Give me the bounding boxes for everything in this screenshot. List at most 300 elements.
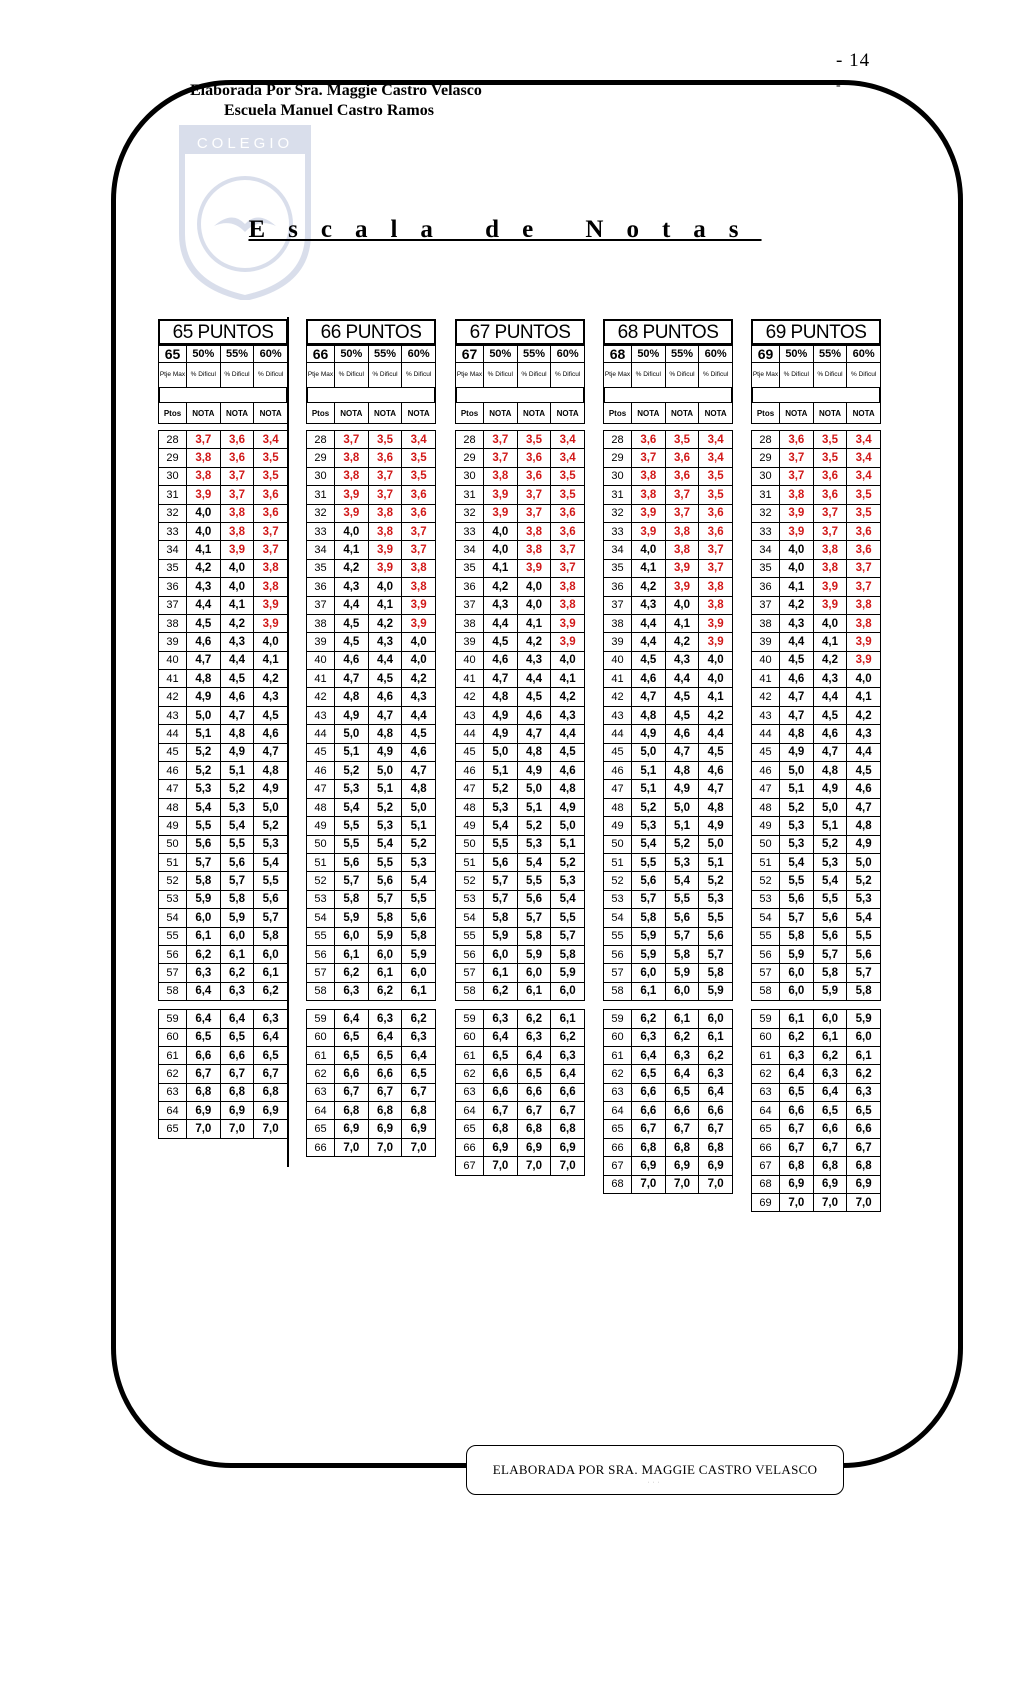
table-row [159, 743, 288, 761]
grade-cell: 4,7 [780, 688, 814, 706]
grade-cell: 6,5 [517, 1065, 551, 1083]
grade-cell: 3,9 [847, 633, 881, 651]
grade-cell: 4,7 [484, 670, 518, 688]
table-row [456, 817, 585, 835]
grade-cell: 6,9 [551, 1138, 585, 1156]
table-row [752, 725, 881, 743]
grade-cell: 3,9 [632, 522, 666, 540]
grade-cell: 4,6 [368, 688, 402, 706]
grade-column-header: NOTA [402, 403, 436, 424]
points-cell: 38 [307, 614, 335, 632]
grade-cell: 5,8 [335, 890, 369, 908]
grade-cell: 3,8 [632, 486, 666, 504]
grade-cell: 4,1 [665, 614, 699, 632]
table-row [456, 706, 585, 724]
grade-column-header: NOTA [368, 403, 402, 424]
grade-cell: 4,9 [847, 835, 881, 853]
table-row [456, 1065, 585, 1083]
grade-cell: 4,5 [665, 706, 699, 724]
grade-cell: 6,6 [632, 1102, 666, 1120]
table-row [159, 467, 288, 485]
grade-cell: 5,7 [368, 890, 402, 908]
grade-cell: 5,7 [551, 927, 585, 945]
score-table-lower [603, 1009, 733, 1194]
grade-cell: 5,5 [484, 835, 518, 853]
points-title: 66 PUNTOS [306, 319, 436, 345]
points-cell: 36 [159, 578, 187, 596]
table-row [604, 431, 733, 449]
points-cell: 33 [307, 522, 335, 540]
points-cell: 44 [752, 725, 780, 743]
grade-cell: 4,4 [335, 596, 369, 614]
grade-cell: 3,6 [551, 522, 585, 540]
grade-cell: 3,8 [699, 596, 733, 614]
points-cell: 64 [752, 1102, 780, 1120]
grade-cell: 3,6 [254, 486, 288, 504]
points-cell: 53 [159, 890, 187, 908]
points-cell: 33 [159, 522, 187, 540]
grade-cell: 7,0 [551, 1157, 585, 1175]
grade-cell: 6,3 [335, 982, 369, 1000]
grade-cell: 3,8 [813, 541, 847, 559]
grade-cell: 5,7 [484, 890, 518, 908]
points-cell: 67 [604, 1157, 632, 1175]
grade-cell: 6,4 [551, 1065, 585, 1083]
grade-cell: 6,9 [699, 1157, 733, 1175]
table-row [456, 927, 585, 945]
points-cell: 61 [752, 1046, 780, 1064]
table-row [752, 1138, 881, 1156]
points-cell: 30 [604, 467, 632, 485]
grade-cell: 5,7 [220, 872, 254, 890]
grade-cell: 7,0 [632, 1175, 666, 1193]
points-cell: 57 [604, 964, 632, 982]
points-cell: 31 [752, 486, 780, 504]
points-cell: 49 [604, 817, 632, 835]
table-row [456, 1102, 585, 1120]
grade-cell: 5,8 [187, 872, 221, 890]
grade-cell: 4,5 [484, 633, 518, 651]
pct60-cell: 60% [402, 346, 436, 363]
table-row [307, 1028, 436, 1046]
table-row [456, 982, 585, 1000]
points-cell: 42 [752, 688, 780, 706]
header-spacer [751, 388, 881, 402]
points-cell: 37 [456, 596, 484, 614]
points-cell: 60 [604, 1028, 632, 1046]
grade-cell: 3,9 [484, 486, 518, 504]
grade-cell: 3,5 [368, 431, 402, 449]
points-cell: 30 [456, 467, 484, 485]
grade-cell: 3,6 [699, 504, 733, 522]
grade-cell: 5,6 [187, 835, 221, 853]
grade-column-header: NOTA [254, 403, 288, 424]
points-cell: 62 [456, 1065, 484, 1083]
points-cell: 29 [307, 449, 335, 467]
grade-cell: 3,5 [254, 467, 288, 485]
header-spacer [158, 388, 288, 402]
grade-cell: 3,7 [402, 541, 436, 559]
table-row [752, 964, 881, 982]
footer-box [466, 1445, 844, 1495]
page-number-dash: - [836, 78, 842, 93]
grade-cell: 3,5 [665, 431, 699, 449]
grade-cell: 3,9 [517, 559, 551, 577]
grade-column-header: NOTA [187, 403, 221, 424]
grade-scale-block [158, 319, 288, 1139]
table-row [159, 872, 288, 890]
grade-cell: 5,1 [484, 762, 518, 780]
grade-cell: 5,0 [847, 853, 881, 871]
points-cell: 48 [159, 798, 187, 816]
table-row [307, 780, 436, 798]
grade-cell: 4,3 [484, 596, 518, 614]
grade-cell: 6,0 [665, 982, 699, 1000]
points-cell: 34 [159, 541, 187, 559]
points-cell: 29 [456, 449, 484, 467]
dificultad-label: % Dificul [780, 363, 814, 388]
points-cell: 43 [159, 706, 187, 724]
grade-cell: 5,4 [187, 798, 221, 816]
grade-cell: 5,0 [551, 817, 585, 835]
grade-cell: 5,6 [254, 890, 288, 908]
points-cell: 57 [456, 964, 484, 982]
table-row [752, 559, 881, 577]
points-cell: 29 [752, 449, 780, 467]
ptje-max-label: Ptje Max [307, 363, 335, 388]
grade-cell: 5,2 [665, 835, 699, 853]
grade-cell: 3,7 [847, 559, 881, 577]
grade-cell: 6,6 [220, 1046, 254, 1064]
table-row [604, 522, 733, 540]
grade-cell: 3,8 [335, 467, 369, 485]
table-row [307, 1102, 436, 1120]
grade-cell: 6,9 [847, 1175, 881, 1193]
grade-cell: 4,6 [254, 725, 288, 743]
pct50-cell: 50% [780, 346, 814, 363]
grade-cell: 6,3 [847, 1083, 881, 1101]
grade-cell: 3,8 [847, 596, 881, 614]
grade-cell: 4,3 [517, 651, 551, 669]
grade-cell: 3,9 [368, 541, 402, 559]
points-column-header: Ptos [752, 403, 780, 424]
grade-cell: 6,0 [813, 1010, 847, 1028]
points-cell: 44 [159, 725, 187, 743]
table-row [752, 780, 881, 798]
dificultad-label: % Dificul [813, 363, 847, 388]
grade-cell: 7,0 [254, 1120, 288, 1138]
grade-cell: 3,8 [780, 486, 814, 504]
grade-cell: 5,6 [813, 909, 847, 927]
grade-cell: 3,9 [402, 596, 436, 614]
grade-cell: 6,0 [484, 945, 518, 963]
points-cell: 65 [456, 1120, 484, 1138]
grade-cell: 3,5 [847, 504, 881, 522]
grade-cell: 6,7 [254, 1065, 288, 1083]
grade-cell: 6,6 [699, 1102, 733, 1120]
grade-cell: 3,8 [220, 522, 254, 540]
grade-cell: 6,6 [335, 1065, 369, 1083]
table-row [604, 743, 733, 761]
grade-cell: 4,3 [813, 670, 847, 688]
grade-cell: 6,8 [551, 1120, 585, 1138]
table-row [159, 927, 288, 945]
grade-cell: 3,8 [402, 578, 436, 596]
grade-cell: 5,3 [780, 817, 814, 835]
grade-cell: 4,9 [665, 780, 699, 798]
score-table-upper [158, 430, 288, 1001]
grade-cell: 6,4 [484, 1028, 518, 1046]
grade-cell: 3,6 [699, 522, 733, 540]
grade-cell: 4,9 [699, 817, 733, 835]
table-row [752, 909, 881, 927]
grade-cell: 3,5 [402, 449, 436, 467]
table-row [752, 522, 881, 540]
school-crest-logo [178, 124, 312, 300]
points-cell: 55 [456, 927, 484, 945]
table-row [159, 780, 288, 798]
grade-cell: 6,3 [699, 1065, 733, 1083]
grade-cell: 6,3 [402, 1028, 436, 1046]
grade-cell: 4,5 [665, 688, 699, 706]
grade-cell: 6,3 [484, 1010, 518, 1028]
difficulty-header [306, 345, 436, 388]
grade-column-header: NOTA [220, 403, 254, 424]
grade-cell: 6,3 [632, 1028, 666, 1046]
points-cell: 31 [159, 486, 187, 504]
grade-cell: 4,7 [402, 762, 436, 780]
points-cell: 39 [159, 633, 187, 651]
points-cell: 67 [752, 1157, 780, 1175]
grade-cell: 3,8 [335, 449, 369, 467]
pct55-cell: 55% [220, 346, 254, 363]
grade-cell: 5,9 [335, 909, 369, 927]
grade-cell: 6,3 [813, 1065, 847, 1083]
grade-cell: 5,1 [551, 835, 585, 853]
grade-cell: 3,7 [813, 522, 847, 540]
grade-cell: 5,8 [402, 927, 436, 945]
grade-cell: 5,2 [517, 817, 551, 835]
column-header [455, 402, 585, 424]
grade-cell: 6,8 [484, 1120, 518, 1138]
grade-cell: 3,8 [632, 467, 666, 485]
points-cell: 42 [456, 688, 484, 706]
grade-cell: 6,8 [187, 1083, 221, 1101]
grade-cell: 5,2 [847, 872, 881, 890]
max-points-cell: 69 [752, 346, 780, 363]
difficulty-header [603, 345, 733, 388]
points-cell: 40 [159, 651, 187, 669]
grade-cell: 6,6 [551, 1083, 585, 1101]
points-cell: 60 [456, 1028, 484, 1046]
points-cell: 46 [307, 762, 335, 780]
points-cell: 37 [307, 596, 335, 614]
grade-cell: 4,5 [813, 706, 847, 724]
table-row [752, 1175, 881, 1193]
table-row [159, 670, 288, 688]
points-cell: 47 [307, 780, 335, 798]
grade-cell: 5,3 [780, 835, 814, 853]
table-row [456, 872, 585, 890]
grade-cell: 6,9 [665, 1157, 699, 1175]
points-cell: 52 [307, 872, 335, 890]
points-cell: 46 [159, 762, 187, 780]
points-cell: 39 [752, 633, 780, 651]
grade-cell: 4,0 [220, 578, 254, 596]
table-row [159, 798, 288, 816]
grade-cell: 4,7 [780, 706, 814, 724]
grade-cell: 6,2 [335, 964, 369, 982]
grade-cell: 4,4 [187, 596, 221, 614]
grade-cell: 6,8 [220, 1083, 254, 1101]
grade-cell: 5,8 [220, 890, 254, 908]
grade-cell: 4,2 [665, 633, 699, 651]
pct55-cell: 55% [665, 346, 699, 363]
grade-cell: 5,3 [484, 798, 518, 816]
grade-cell: 6,5 [813, 1102, 847, 1120]
grade-cell: 6,2 [847, 1065, 881, 1083]
points-cell: 49 [307, 817, 335, 835]
grade-cell: 5,9 [402, 945, 436, 963]
grade-cell: 3,6 [813, 467, 847, 485]
table-row [752, 1102, 881, 1120]
grade-column-header: NOTA [665, 403, 699, 424]
grade-cell: 4,6 [780, 670, 814, 688]
grade-cell: 3,5 [517, 431, 551, 449]
grade-cell: 3,6 [368, 449, 402, 467]
grade-cell: 5,0 [187, 706, 221, 724]
grade-cell: 6,0 [632, 964, 666, 982]
points-cell: 33 [604, 522, 632, 540]
grade-cell: 3,7 [847, 578, 881, 596]
points-cell: 41 [456, 670, 484, 688]
grade-cell: 3,8 [484, 467, 518, 485]
points-cell: 28 [456, 431, 484, 449]
grade-cell: 4,9 [484, 706, 518, 724]
grade-cell: 3,7 [220, 467, 254, 485]
grade-cell: 6,9 [780, 1175, 814, 1193]
grade-cell: 4,1 [632, 559, 666, 577]
grade-cell: 3,9 [335, 486, 369, 504]
grade-cell: 3,8 [665, 522, 699, 540]
table-row [752, 1046, 881, 1064]
points-cell: 66 [456, 1138, 484, 1156]
points-cell: 46 [752, 762, 780, 780]
grade-cell: 3,6 [402, 486, 436, 504]
grade-cell: 4,3 [335, 578, 369, 596]
points-cell: 51 [307, 853, 335, 871]
points-cell: 46 [456, 762, 484, 780]
points-cell: 40 [456, 651, 484, 669]
pct60-cell: 60% [699, 346, 733, 363]
points-cell: 62 [159, 1065, 187, 1083]
grade-cell: 5,4 [847, 909, 881, 927]
grade-cell: 4,5 [402, 725, 436, 743]
grade-column-header: NOTA [699, 403, 733, 424]
grade-cell: 6,1 [402, 982, 436, 1000]
table-row [159, 964, 288, 982]
grade-cell: 4,4 [847, 743, 881, 761]
points-cell: 35 [752, 559, 780, 577]
points-cell: 66 [752, 1138, 780, 1156]
grade-cell: 4,3 [402, 688, 436, 706]
table-row [604, 1028, 733, 1046]
grade-cell: 5,6 [368, 872, 402, 890]
grade-cell: 3,8 [187, 467, 221, 485]
table-row [604, 964, 733, 982]
grade-cell: 6,6 [847, 1120, 881, 1138]
points-cell: 29 [604, 449, 632, 467]
points-cell: 64 [604, 1102, 632, 1120]
points-cell: 38 [752, 614, 780, 632]
table-row [752, 1028, 881, 1046]
grade-cell: 5,7 [847, 964, 881, 982]
table-row [159, 578, 288, 596]
max-points-cell: 67 [456, 346, 484, 363]
grade-cell: 5,0 [517, 780, 551, 798]
grade-cell: 6,5 [254, 1046, 288, 1064]
header-spacer [455, 388, 585, 402]
grade-cell: 4,8 [254, 762, 288, 780]
grade-scale-block [751, 319, 881, 1212]
grade-cell: 6,7 [220, 1065, 254, 1083]
grade-cell: 4,6 [847, 780, 881, 798]
points-cell: 40 [604, 651, 632, 669]
grade-cell: 5,2 [368, 798, 402, 816]
grade-cell: 3,4 [699, 449, 733, 467]
grade-cell: 4,1 [780, 578, 814, 596]
grade-cell: 3,4 [551, 449, 585, 467]
points-cell: 48 [456, 798, 484, 816]
grade-cell: 6,1 [632, 982, 666, 1000]
grade-cell: 5,2 [220, 780, 254, 798]
grade-cell: 4,0 [484, 541, 518, 559]
grade-cell: 4,2 [368, 614, 402, 632]
table-row [456, 1157, 585, 1175]
grade-cell: 5,4 [813, 872, 847, 890]
table-row [604, 762, 733, 780]
table-row [307, 798, 436, 816]
points-cell: 35 [604, 559, 632, 577]
grade-cell: 3,7 [517, 486, 551, 504]
grade-cell: 3,6 [220, 449, 254, 467]
points-cell: 65 [307, 1120, 335, 1138]
max-points-cell: 65 [159, 346, 187, 363]
points-cell: 30 [307, 467, 335, 485]
grade-cell: 4,9 [220, 743, 254, 761]
table-row [307, 431, 436, 449]
grade-cell: 5,4 [254, 853, 288, 871]
grade-cell: 4,9 [632, 725, 666, 743]
footer-faint-text: ··· [647, 1480, 663, 1486]
grade-cell: 3,8 [813, 559, 847, 577]
table-row [604, 780, 733, 798]
grade-cell: 5,5 [632, 853, 666, 871]
grade-cell: 4,6 [551, 762, 585, 780]
grade-cell: 6,4 [402, 1046, 436, 1064]
table-row [456, 633, 585, 651]
table-row [307, 872, 436, 890]
grade-cell: 6,2 [665, 1028, 699, 1046]
grade-cell: 6,3 [665, 1046, 699, 1064]
grade-cell: 4,7 [699, 780, 733, 798]
grade-cell: 3,8 [847, 614, 881, 632]
points-cell: 56 [456, 945, 484, 963]
grade-cell: 4,4 [780, 633, 814, 651]
grade-cell: 4,0 [402, 633, 436, 651]
page-title: Escala de Notas [248, 216, 762, 243]
grade-cell: 5,6 [402, 909, 436, 927]
